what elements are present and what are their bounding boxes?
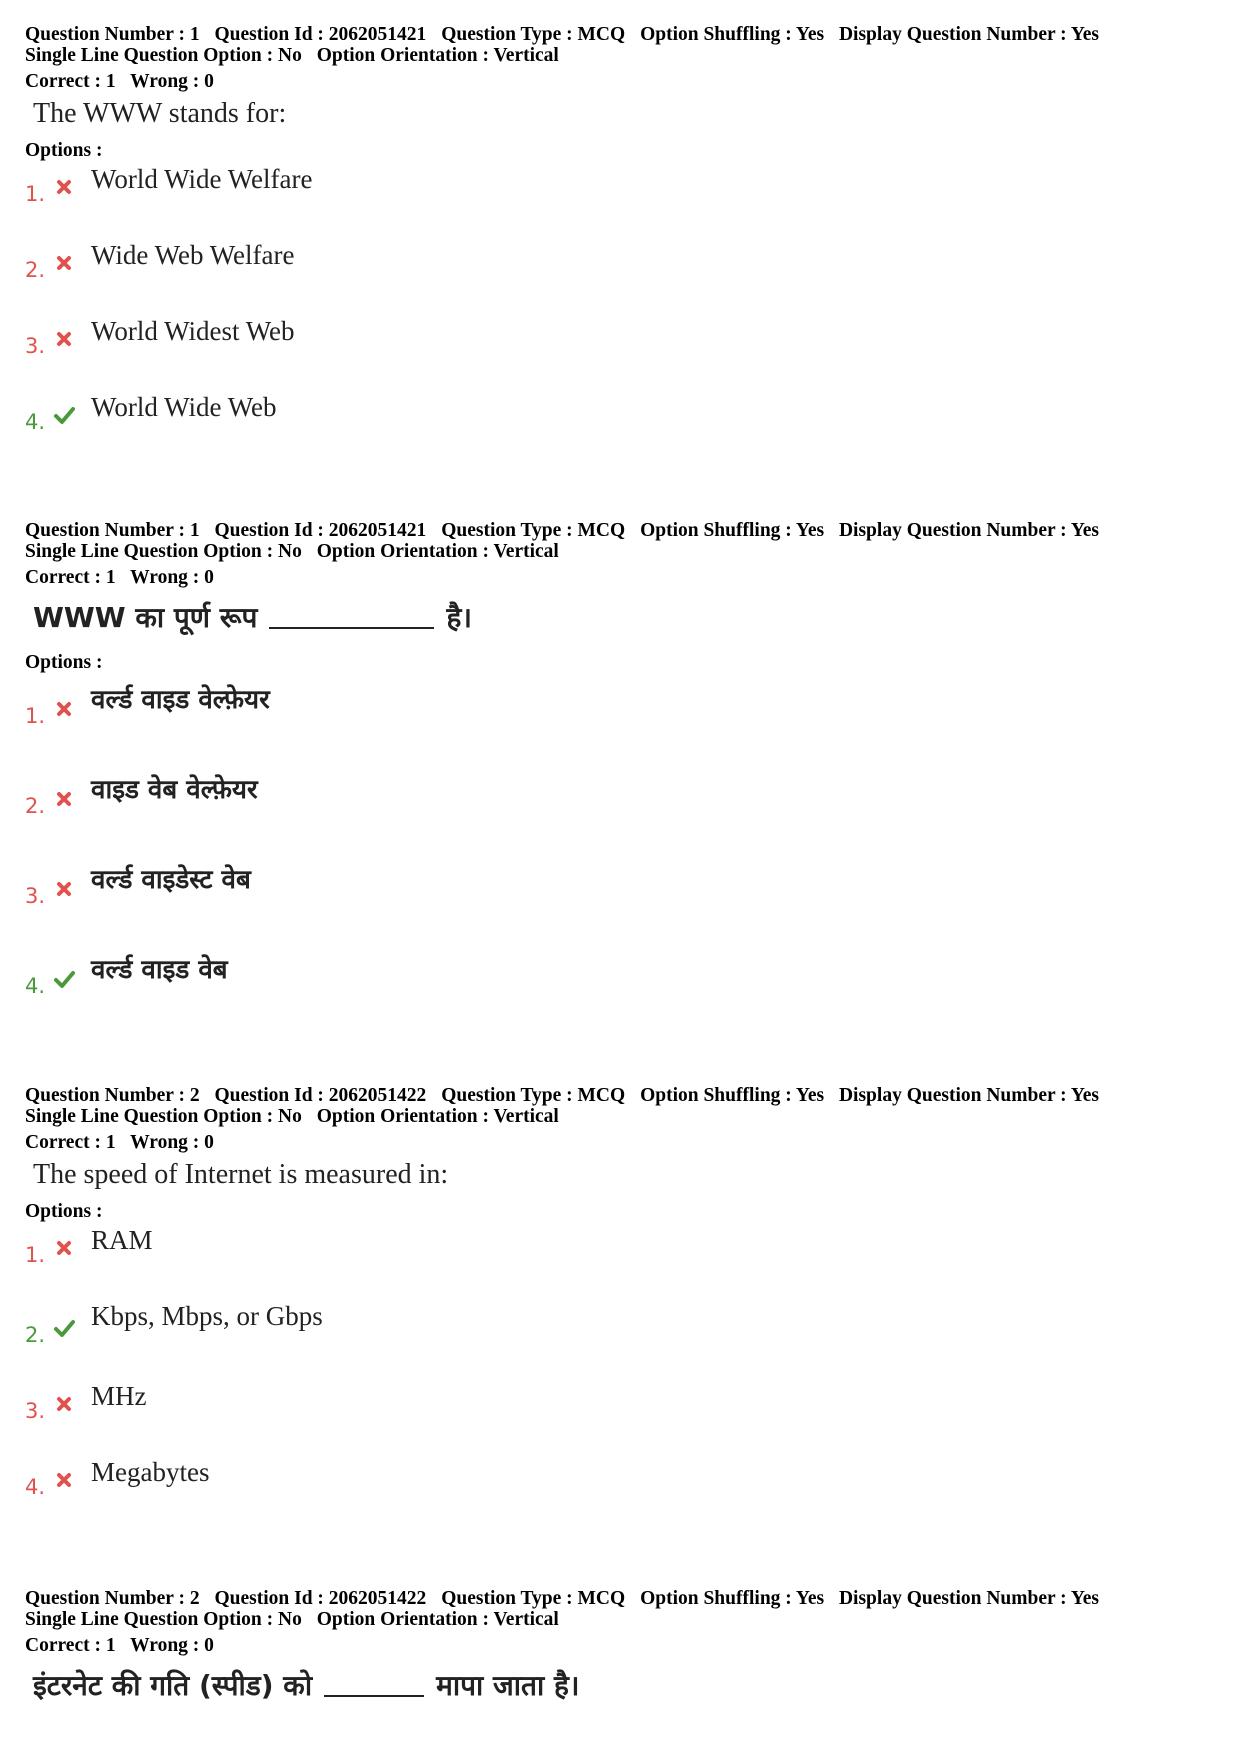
question-type: Question Type : MCQ bbox=[441, 1085, 626, 1106]
options-list bbox=[25, 164, 1215, 468]
options-list bbox=[25, 680, 1215, 1040]
question-id: Question Id : 2062051422 bbox=[214, 1588, 427, 1609]
question-number: Question Number : 1 bbox=[25, 520, 200, 541]
option-text: वाइड वेब वेल्फ़ेयर bbox=[91, 775, 258, 805]
cross-icon bbox=[53, 698, 75, 720]
option-3 bbox=[25, 860, 1215, 950]
option-shuffling: Option Shuffling : Yes bbox=[640, 1588, 825, 1609]
display-question-number: Display Question Number : Yes bbox=[838, 520, 1099, 541]
option-text: Wide Web Welfare bbox=[91, 240, 295, 270]
question-id: Question Id : 2062051421 bbox=[214, 24, 427, 45]
option-text: World Wide Web bbox=[91, 392, 277, 422]
options-label: Options : bbox=[25, 140, 103, 161]
option-number: 3. bbox=[25, 884, 46, 908]
wrong-score: Wrong : 0 bbox=[130, 1132, 214, 1153]
option-2 bbox=[25, 770, 1215, 860]
option-shuffling: Option Shuffling : Yes bbox=[640, 1085, 825, 1106]
correct-score: Correct : 1 bbox=[25, 567, 116, 588]
cross-icon bbox=[53, 176, 75, 198]
question-type: Question Type : MCQ bbox=[441, 1588, 626, 1609]
cross-icon bbox=[53, 788, 75, 810]
question-text bbox=[33, 598, 1215, 650]
option-text: MHz bbox=[91, 1381, 147, 1411]
question-meta-line2 bbox=[25, 1609, 1215, 1630]
option-text: वर्ल्ड वाइड वेल्फ़ेयर bbox=[91, 685, 270, 715]
single-line-option: Single Line Question Option : No bbox=[25, 45, 302, 66]
single-line-option: Single Line Question Option : No bbox=[25, 541, 302, 562]
question-number: Question Number : 2 bbox=[25, 1588, 200, 1609]
option-2 bbox=[25, 1301, 1215, 1381]
option-number: 3. bbox=[25, 334, 46, 358]
question-type: Question Type : MCQ bbox=[441, 24, 626, 45]
option-3 bbox=[25, 1381, 1215, 1457]
wrong-score: Wrong : 0 bbox=[130, 567, 214, 588]
question-meta-line3 bbox=[25, 567, 1215, 588]
question-block-3 bbox=[25, 1085, 1215, 1533]
question-meta-line2 bbox=[25, 1106, 1215, 1127]
option-4 bbox=[25, 1457, 1215, 1533]
question-text: The speed of Internet is measured in: bbox=[33, 1159, 449, 1190]
display-question-number: Display Question Number : Yes bbox=[838, 1588, 1099, 1609]
checkmark-icon bbox=[53, 1317, 75, 1339]
question-meta-line1 bbox=[25, 520, 1215, 541]
option-2 bbox=[25, 240, 1215, 316]
fill-in-blank bbox=[324, 1677, 424, 1697]
question-meta-line3 bbox=[25, 1132, 1215, 1153]
option-text: Megabytes bbox=[91, 1457, 210, 1487]
display-question-number: Display Question Number : Yes bbox=[838, 24, 1099, 45]
question-text bbox=[33, 1666, 1215, 1718]
option-1 bbox=[25, 1225, 1215, 1301]
wrong-score: Wrong : 0 bbox=[130, 1635, 214, 1656]
display-question-number: Display Question Number : Yes bbox=[838, 1085, 1099, 1106]
fill-in-blank bbox=[269, 609, 434, 629]
option-text: World Wide Welfare bbox=[91, 164, 313, 194]
single-line-option: Single Line Question Option : No bbox=[25, 1106, 302, 1127]
option-number: 2. bbox=[25, 258, 46, 282]
question-block-1 bbox=[25, 24, 1215, 468]
option-orientation: Option Orientation : Vertical bbox=[316, 45, 559, 66]
option-number: 4. bbox=[25, 1475, 46, 1499]
option-shuffling: Option Shuffling : Yes bbox=[640, 24, 825, 45]
option-shuffling: Option Shuffling : Yes bbox=[640, 520, 825, 541]
question-meta-line1 bbox=[25, 1588, 1215, 1609]
question-text-after: है। bbox=[446, 601, 472, 634]
options-label: Options : bbox=[25, 652, 103, 673]
question-id: Question Id : 2062051421 bbox=[214, 520, 427, 541]
question-number: Question Number : 1 bbox=[25, 24, 200, 45]
option-number: 2. bbox=[25, 1323, 46, 1347]
options-list bbox=[25, 1225, 1215, 1533]
question-meta-line2 bbox=[25, 45, 1215, 66]
cross-icon bbox=[53, 1469, 75, 1491]
wrong-score: Wrong : 0 bbox=[130, 71, 214, 92]
question-id: Question Id : 2062051422 bbox=[214, 1085, 427, 1106]
cross-icon bbox=[53, 1393, 75, 1415]
option-orientation: Option Orientation : Vertical bbox=[316, 1609, 559, 1630]
question-text: The WWW stands for: bbox=[33, 98, 287, 129]
option-1 bbox=[25, 680, 1215, 770]
option-number: 4. bbox=[25, 410, 46, 434]
correct-score: Correct : 1 bbox=[25, 1635, 116, 1656]
option-4 bbox=[25, 950, 1215, 1040]
question-meta-line3 bbox=[25, 71, 1215, 92]
question-text-before: इंटरनेट की गति (स्पीड) को bbox=[33, 1669, 313, 1702]
question-block-4 bbox=[25, 1588, 1215, 1718]
option-number: 2. bbox=[25, 794, 46, 818]
option-number: 1. bbox=[25, 182, 46, 206]
cross-icon bbox=[53, 1237, 75, 1259]
option-text: Kbps, Mbps, or Gbps bbox=[91, 1301, 323, 1331]
option-text: वर्ल्ड वाइड वेब bbox=[91, 955, 228, 985]
question-text-before: WWW का पूर्ण रूप bbox=[33, 601, 258, 634]
option-1 bbox=[25, 164, 1215, 240]
checkmark-icon bbox=[53, 404, 75, 426]
option-text: वर्ल्ड वाइडेस्ट वेब bbox=[91, 865, 251, 895]
option-number: 1. bbox=[25, 1243, 46, 1267]
cross-icon bbox=[53, 328, 75, 350]
question-meta-line3 bbox=[25, 1635, 1215, 1656]
question-meta-line1 bbox=[25, 1085, 1215, 1106]
option-4 bbox=[25, 392, 1215, 468]
checkmark-icon bbox=[53, 968, 75, 990]
single-line-option: Single Line Question Option : No bbox=[25, 1609, 302, 1630]
option-orientation: Option Orientation : Vertical bbox=[316, 1106, 559, 1127]
cross-icon bbox=[53, 878, 75, 900]
question-text-after: मापा जाता है। bbox=[436, 1669, 580, 1702]
option-number: 1. bbox=[25, 704, 46, 728]
cross-icon bbox=[53, 252, 75, 274]
option-orientation: Option Orientation : Vertical bbox=[316, 541, 559, 562]
option-number: 4. bbox=[25, 974, 46, 998]
question-number: Question Number : 2 bbox=[25, 1085, 200, 1106]
correct-score: Correct : 1 bbox=[25, 1132, 116, 1153]
question-meta-line1 bbox=[25, 24, 1215, 45]
option-text: RAM bbox=[91, 1225, 153, 1255]
question-meta-line2 bbox=[25, 541, 1215, 562]
options-label: Options : bbox=[25, 1201, 103, 1222]
option-3 bbox=[25, 316, 1215, 392]
option-number: 3. bbox=[25, 1399, 46, 1423]
question-type: Question Type : MCQ bbox=[441, 520, 626, 541]
correct-score: Correct : 1 bbox=[25, 71, 116, 92]
option-text: World Widest Web bbox=[91, 316, 295, 346]
question-block-2 bbox=[25, 520, 1215, 1040]
